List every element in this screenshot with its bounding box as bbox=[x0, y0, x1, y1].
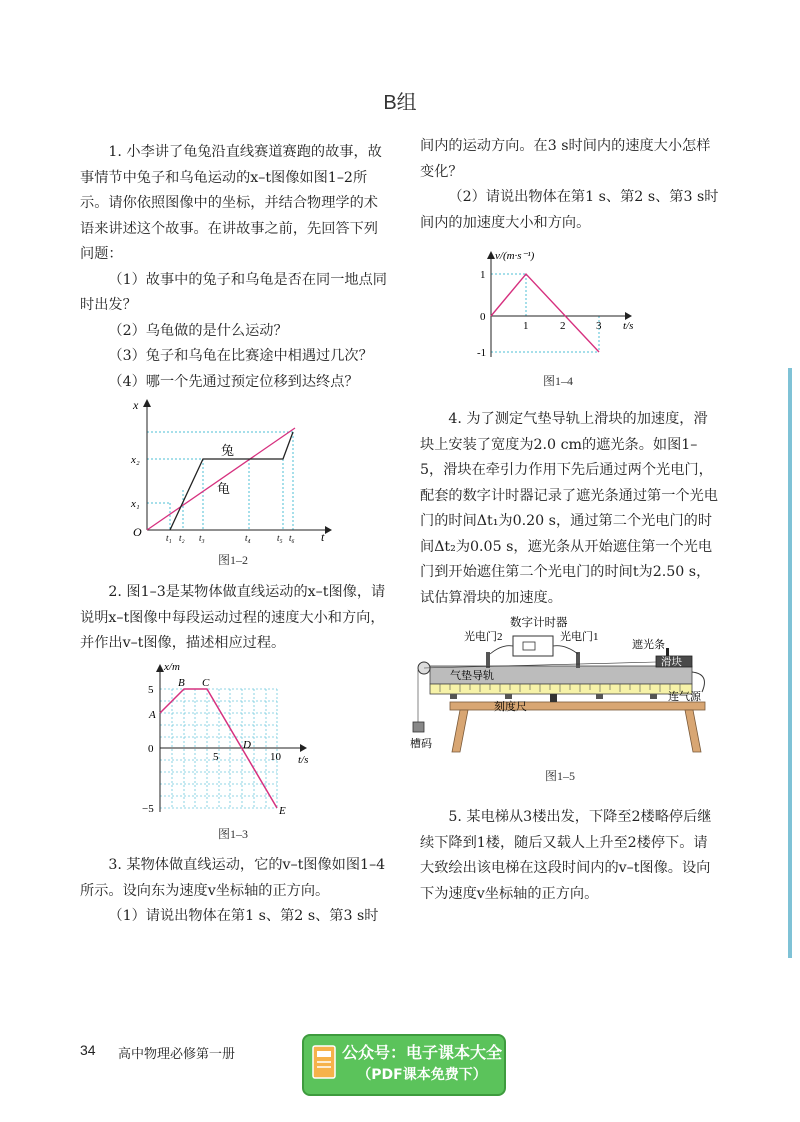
tick-label: x₂ bbox=[131, 454, 140, 466]
y-axis-label: v/(m·s⁻¹) bbox=[495, 250, 535, 262]
tick-label: t₂ bbox=[179, 533, 185, 543]
right-column bbox=[420, 134, 720, 236]
x-axis-label: t bbox=[321, 530, 325, 544]
air-source-label: 连气源 bbox=[668, 691, 701, 703]
question-3-sub-1-cont: 间内的运动方向。在3 s时间内的速度大小怎样变化？ bbox=[420, 138, 711, 180]
y-axis-label: x bbox=[133, 398, 139, 412]
book-title: 高中物理必修第一册 bbox=[118, 1047, 236, 1062]
figure-1-3-caption: 图1–3 bbox=[218, 827, 249, 841]
page-edge-tab bbox=[788, 368, 792, 958]
x-axis-label: t/s bbox=[298, 754, 309, 766]
tick-label: x₁ bbox=[131, 498, 140, 510]
tick-label: t₄ bbox=[245, 533, 251, 543]
book-icon bbox=[311, 1044, 339, 1082]
hanging-weight bbox=[413, 722, 424, 732]
origin-label: O bbox=[133, 525, 142, 539]
tick-label: 5 bbox=[148, 684, 154, 696]
question-3-intro: 3. 某物体做直线运动，它的v–t图像如图1–4所示。设向东为速度v坐标轴的正方向。 bbox=[80, 857, 386, 899]
figure-1-4 bbox=[475, 247, 650, 367]
scale-label: 刻度尺 bbox=[494, 701, 527, 713]
question-4: 4. 为了测定气垫导轨上滑块的加速度，滑块上安装了宽度为2.0 cm的遮光条。如图1–5，滑块在牵引力作用下先后通过两个光电门，配套的数字计时器记录了遮光条通过第一个光电门的时间Δt₁为0.20 s，通过第二个光电门的时间Δt₂为0.05 s，遮光条从开始遮住第一个光电门到开始遮住第二个光电门的时间t为2.50 s，试估算滑块的加速度。 bbox=[420, 411, 718, 606]
question-5: 5. 某电梯从3楼出发，下降至2楼略停后继续下降到1楼，随后又载人上升至2楼停下。请大致绘出该电梯在这段时间内的v–t图像。设向下为速度v坐标轴的正方向。 bbox=[420, 809, 712, 902]
tick-label: 1 bbox=[480, 269, 486, 281]
tick-label: 0 bbox=[480, 311, 486, 323]
slider-label: 滑块 bbox=[661, 657, 682, 668]
page-number: 34 bbox=[80, 1042, 96, 1058]
point-label: B bbox=[178, 677, 185, 689]
tick-label: 10 bbox=[270, 751, 281, 763]
tick-label: −5 bbox=[142, 803, 154, 815]
tortoise-label: 龟 bbox=[217, 481, 231, 496]
shield-strip-label: 遮光条 bbox=[632, 639, 665, 651]
question-3-sub-2: （2）请说出物体在第1 s、第2 s、第3 s时间内的加速度大小和方向。 bbox=[420, 189, 719, 231]
tick-label: 1 bbox=[523, 320, 529, 332]
tick-label: t₅ bbox=[277, 533, 283, 543]
tick-label: 5 bbox=[213, 751, 219, 763]
badge-line-1: 公众号：电子课本大全 bbox=[342, 1043, 503, 1062]
question-1-sub-3: （3）兔子和乌龟在比赛途中相遇过几次？ bbox=[108, 348, 373, 364]
question-3-block bbox=[80, 853, 390, 930]
tick-label: 2 bbox=[560, 320, 566, 332]
x-axis-label: t/s bbox=[623, 320, 634, 332]
question-1-sub-2: （2）乌龟做的是什么运动？ bbox=[108, 322, 288, 339]
tick-label: t₃ bbox=[199, 533, 205, 543]
question-3-sub-1-start: （1）请说出物体在第1 s、第2 s、第3 s时 bbox=[108, 908, 379, 924]
scale-ruler bbox=[430, 684, 692, 694]
figure-1-2 bbox=[125, 395, 335, 545]
tick-label: -1 bbox=[477, 347, 487, 359]
badge-line-2: （PDF课本免费下） bbox=[357, 1067, 487, 1083]
tick-label: 0 bbox=[148, 743, 154, 755]
tick-label: t₆ bbox=[289, 533, 295, 543]
question-1-sub-4: （4）哪一个先通过预定位移到达终点？ bbox=[108, 373, 359, 390]
gate-2-label: 光电门2 bbox=[464, 631, 503, 643]
question-5-block bbox=[420, 805, 720, 907]
point-label: C bbox=[202, 677, 210, 689]
point-label: A bbox=[149, 709, 156, 721]
tick-label: t₁ bbox=[166, 533, 172, 543]
figure-1-5-caption: 图1–5 bbox=[545, 769, 576, 783]
rabbit-label: 兔 bbox=[221, 443, 235, 458]
tick-label: 3 bbox=[596, 320, 602, 332]
air-track-label: 气垫导轨 bbox=[450, 670, 494, 682]
table-top bbox=[450, 702, 705, 710]
figure-1-2-caption: 图1–2 bbox=[218, 553, 249, 567]
question-4-block bbox=[420, 407, 720, 611]
gate-1-label: 光电门1 bbox=[560, 631, 599, 643]
point-label: E bbox=[279, 805, 286, 817]
weight-label: 槽码 bbox=[410, 738, 432, 750]
v-t-line bbox=[491, 274, 599, 352]
question-2: 2. 图1–3是某物体做直线运动的x–t图像，请说明x–t图像中每段运动过程的速度大小和方向，并作出v–t图像，描述相应过程。 bbox=[80, 584, 386, 651]
section-title: B组 bbox=[383, 92, 417, 114]
timer-label: 数字计时器 bbox=[510, 617, 568, 629]
figure-1-4-caption: 图1–4 bbox=[543, 374, 574, 388]
left-column bbox=[80, 140, 390, 395]
point-label: D bbox=[243, 739, 251, 751]
figure-1-5 bbox=[410, 612, 715, 762]
question-2-block bbox=[80, 580, 390, 657]
figure-1-3 bbox=[140, 660, 325, 820]
y-axis-label: x/m bbox=[164, 661, 180, 673]
question-1-sub-1: （1）故事中的兔子和乌龟是否在同一地点同时出发？ bbox=[80, 271, 387, 313]
question-1-intro: 1. 小李讲了龟兔沿直线赛道赛跑的故事，故事情节中兔子和乌龟运动的x–t图像如图1–2所示。请你依照图像中的坐标，并结合物理学的术语来讲述这个故事。在讲故事之前，先回答下列问题： bbox=[80, 144, 382, 262]
